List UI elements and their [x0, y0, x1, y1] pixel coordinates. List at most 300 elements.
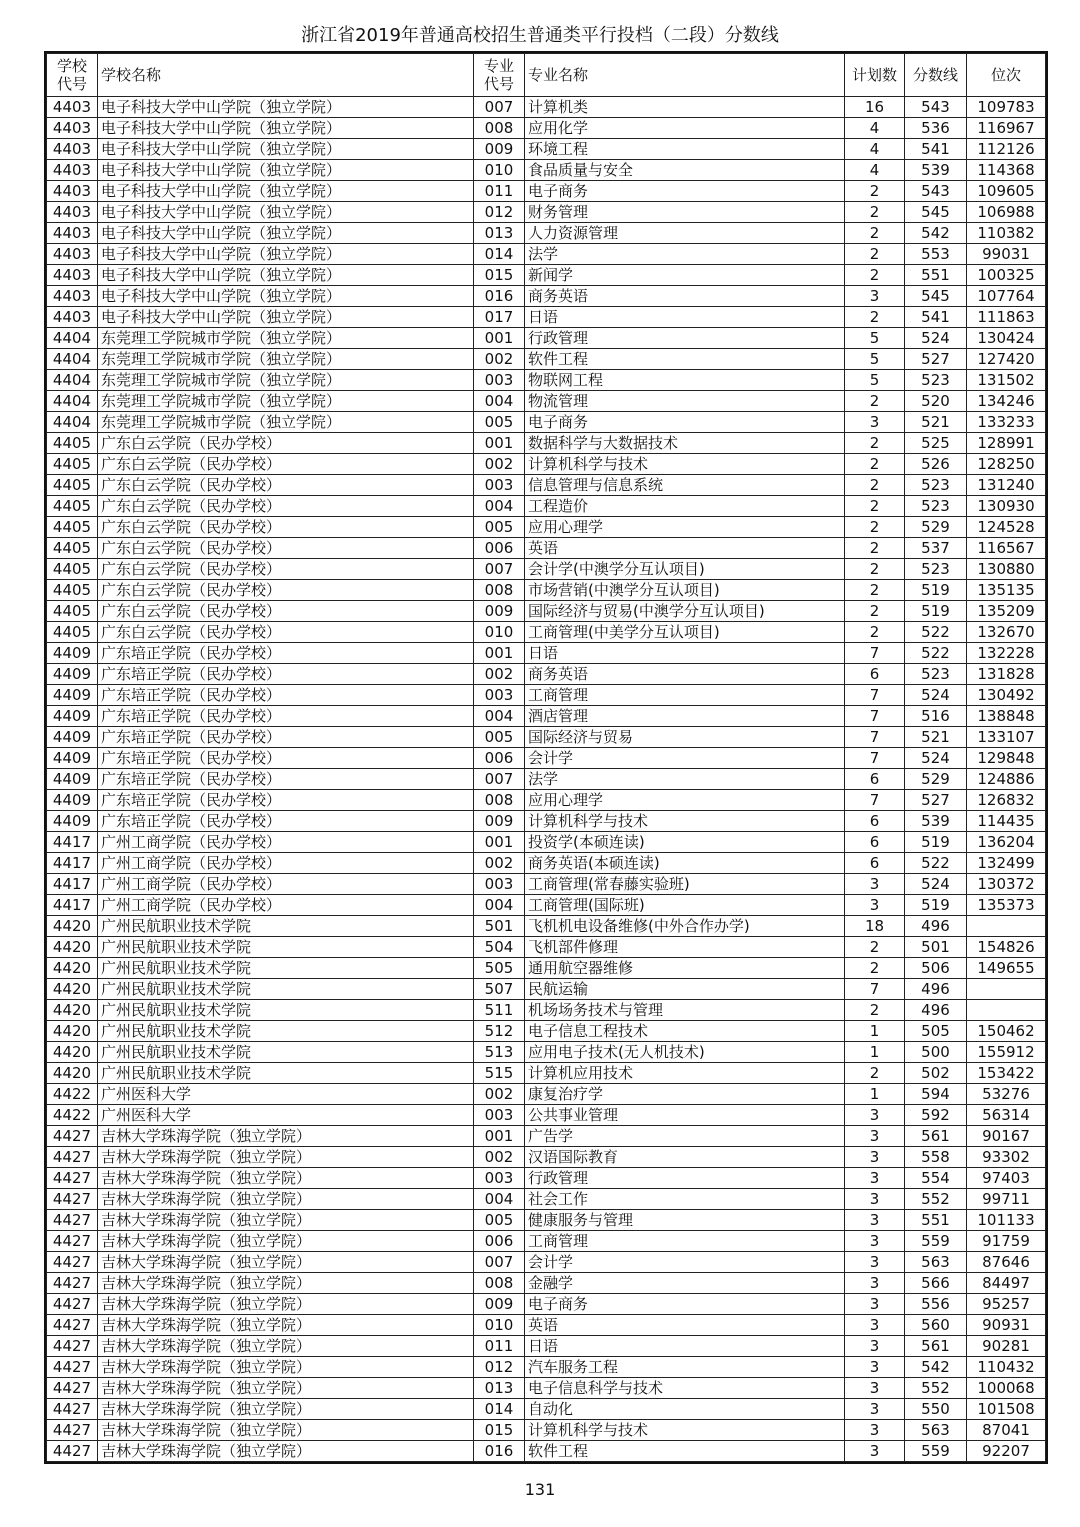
major-name-cell: 社会工作 [525, 1189, 845, 1210]
school-code-cell: 4404 [47, 328, 98, 349]
plan-cell: 2 [845, 223, 905, 244]
school-name-cell: 吉林大学珠海学院（独立学院） [98, 1168, 474, 1189]
plan-cell: 18 [845, 916, 905, 937]
major-name-cell: 日语 [525, 307, 845, 328]
table-row [47, 118, 1046, 139]
school-code-cell: 4405 [47, 454, 98, 475]
major-name-cell: 电子信息工程技术 [525, 1021, 845, 1042]
score-cell: 553 [905, 244, 967, 265]
school-code-cell: 4427 [47, 1294, 98, 1315]
rank-cell: 110382 [967, 223, 1046, 244]
plan-cell: 6 [845, 853, 905, 874]
score-cell: 522 [905, 853, 967, 874]
score-cell: 592 [905, 1105, 967, 1126]
school-name-cell: 广州工商学院（民办学校） [98, 853, 474, 874]
table-row [47, 391, 1046, 412]
school-code-cell: 4403 [47, 118, 98, 139]
major-name-cell: 应用心理学 [525, 517, 845, 538]
major-code-cell: 001 [474, 433, 525, 454]
major-code-cell: 003 [474, 475, 525, 496]
plan-cell: 4 [845, 139, 905, 160]
rank-cell: 109783 [967, 97, 1046, 118]
rank-cell: 153422 [967, 1063, 1046, 1084]
major-name-cell: 公共事业管理 [525, 1105, 845, 1126]
major-name-cell: 环境工程 [525, 139, 845, 160]
rank-cell: 135209 [967, 601, 1046, 622]
plan-cell: 2 [845, 538, 905, 559]
plan-cell: 3 [845, 1210, 905, 1231]
major-code-cell: 008 [474, 118, 525, 139]
school-code-cell: 4409 [47, 643, 98, 664]
major-name-cell: 数据科学与大数据技术 [525, 433, 845, 454]
school-code-cell: 4405 [47, 622, 98, 643]
school-name-cell: 广东白云学院（民办学校） [98, 622, 474, 643]
school-code-cell: 4405 [47, 475, 98, 496]
rank-cell: 131502 [967, 370, 1046, 391]
school-name-cell: 电子科技大学中山学院（独立学院） [98, 139, 474, 160]
major-name-cell: 电子商务 [525, 181, 845, 202]
major-code-cell: 009 [474, 1294, 525, 1315]
rank-cell: 95257 [967, 1294, 1046, 1315]
score-cell: 545 [905, 286, 967, 307]
rank-cell [967, 916, 1046, 937]
school-code-cell: 4409 [47, 727, 98, 748]
major-code-cell: 004 [474, 391, 525, 412]
major-name-cell: 应用心理学 [525, 790, 845, 811]
school-name-cell: 吉林大学珠海学院（独立学院） [98, 1420, 474, 1441]
rank-cell: 138848 [967, 706, 1046, 727]
rank-cell [967, 1000, 1046, 1021]
table-row [47, 1441, 1046, 1462]
table-row [47, 181, 1046, 202]
table-row [47, 790, 1046, 811]
school-name-cell: 广东白云学院（民办学校） [98, 538, 474, 559]
major-name-cell: 计算机科学与技术 [525, 811, 845, 832]
score-cell: 594 [905, 1084, 967, 1105]
school-name-cell: 电子科技大学中山学院（独立学院） [98, 181, 474, 202]
major-name-cell: 酒店管理 [525, 706, 845, 727]
major-code-cell: 515 [474, 1063, 525, 1084]
school-code-cell: 4427 [47, 1336, 98, 1357]
major-name-cell: 会计学 [525, 748, 845, 769]
score-cell: 558 [905, 1147, 967, 1168]
rank-cell: 84497 [967, 1273, 1046, 1294]
score-cell: 524 [905, 328, 967, 349]
school-code-cell: 4403 [47, 181, 98, 202]
major-name-cell: 软件工程 [525, 1441, 845, 1462]
score-cell: 500 [905, 1042, 967, 1063]
table-row [47, 1294, 1046, 1315]
school-code-cell: 4417 [47, 853, 98, 874]
major-code-cell: 001 [474, 643, 525, 664]
school-code-cell: 4403 [47, 286, 98, 307]
major-code-cell: 017 [474, 307, 525, 328]
header-plan: 计划数 [845, 54, 905, 97]
school-name-cell: 吉林大学珠海学院（独立学院） [98, 1378, 474, 1399]
school-name-cell: 广东白云学院（民办学校） [98, 433, 474, 454]
table-body [47, 97, 1046, 1462]
major-code-cell: 004 [474, 1189, 525, 1210]
plan-cell: 3 [845, 1315, 905, 1336]
major-code-cell: 015 [474, 1420, 525, 1441]
rank-cell: 124886 [967, 769, 1046, 790]
plan-cell: 3 [845, 1420, 905, 1441]
score-cell: 537 [905, 538, 967, 559]
major-code-cell: 007 [474, 1252, 525, 1273]
score-cell: 516 [905, 706, 967, 727]
rank-cell: 129848 [967, 748, 1046, 769]
rank-cell [967, 979, 1046, 1000]
school-name-cell: 电子科技大学中山学院（独立学院） [98, 244, 474, 265]
rank-cell: 87646 [967, 1252, 1046, 1273]
school-name-cell: 东莞理工学院城市学院（独立学院） [98, 391, 474, 412]
plan-cell: 2 [845, 202, 905, 223]
plan-cell: 2 [845, 475, 905, 496]
major-code-cell: 505 [474, 958, 525, 979]
plan-cell: 7 [845, 643, 905, 664]
table-row [47, 475, 1046, 496]
table-row [47, 622, 1046, 643]
table-row [47, 643, 1046, 664]
major-code-cell: 004 [474, 496, 525, 517]
major-code-cell: 013 [474, 1378, 525, 1399]
school-code-cell: 4427 [47, 1252, 98, 1273]
rank-cell: 116967 [967, 118, 1046, 139]
score-cell: 523 [905, 496, 967, 517]
major-name-cell: 会计学 [525, 1252, 845, 1273]
major-code-cell: 011 [474, 181, 525, 202]
plan-cell: 1 [845, 1021, 905, 1042]
rank-cell: 100068 [967, 1378, 1046, 1399]
major-name-cell: 英语 [525, 1315, 845, 1336]
plan-cell: 1 [845, 1042, 905, 1063]
rank-cell: 155912 [967, 1042, 1046, 1063]
major-code-cell: 504 [474, 937, 525, 958]
header-major-code: 专业代号 [474, 54, 525, 97]
rank-cell: 99711 [967, 1189, 1046, 1210]
major-name-cell: 工程造价 [525, 496, 845, 517]
table-row [47, 1378, 1046, 1399]
rank-cell: 130424 [967, 328, 1046, 349]
rank-cell: 135135 [967, 580, 1046, 601]
school-code-cell: 4409 [47, 790, 98, 811]
major-code-cell: 010 [474, 1315, 525, 1336]
rank-cell: 149655 [967, 958, 1046, 979]
school-name-cell: 吉林大学珠海学院（独立学院） [98, 1126, 474, 1147]
major-name-cell: 电子商务 [525, 1294, 845, 1315]
table-row [47, 328, 1046, 349]
major-code-cell: 016 [474, 1441, 525, 1462]
school-name-cell: 广东白云学院（民办学校） [98, 475, 474, 496]
major-name-cell: 国际经济与贸易(中澳学分互认项目) [525, 601, 845, 622]
score-cell: 563 [905, 1252, 967, 1273]
plan-cell: 3 [845, 1189, 905, 1210]
major-code-cell: 005 [474, 517, 525, 538]
rank-cell: 134246 [967, 391, 1046, 412]
table-row [47, 727, 1046, 748]
major-name-cell: 软件工程 [525, 349, 845, 370]
major-code-cell: 005 [474, 727, 525, 748]
plan-cell: 2 [845, 601, 905, 622]
school-code-cell: 4403 [47, 265, 98, 286]
rank-cell: 114435 [967, 811, 1046, 832]
major-name-cell: 日语 [525, 643, 845, 664]
school-name-cell: 广东培正学院（民办学校） [98, 769, 474, 790]
school-name-cell: 广东培正学院（民办学校） [98, 643, 474, 664]
school-code-cell: 4403 [47, 244, 98, 265]
rank-cell: 130492 [967, 685, 1046, 706]
rank-cell: 131828 [967, 664, 1046, 685]
school-code-cell: 4404 [47, 370, 98, 391]
plan-cell: 3 [845, 1441, 905, 1462]
school-name-cell: 电子科技大学中山学院（独立学院） [98, 286, 474, 307]
major-name-cell: 汉语国际教育 [525, 1147, 845, 1168]
table-row [47, 1000, 1046, 1021]
school-name-cell: 吉林大学珠海学院（独立学院） [98, 1399, 474, 1420]
table-row [47, 1105, 1046, 1126]
school-code-cell: 4405 [47, 580, 98, 601]
rank-cell: 114368 [967, 160, 1046, 181]
header-school-name: 学校名称 [98, 54, 474, 97]
score-table [46, 53, 1046, 1462]
rank-cell: 90281 [967, 1336, 1046, 1357]
plan-cell: 16 [845, 97, 905, 118]
major-name-cell: 工商管理(国际班) [525, 895, 845, 916]
score-cell: 556 [905, 1294, 967, 1315]
school-name-cell: 吉林大学珠海学院（独立学院） [98, 1189, 474, 1210]
table-row [47, 1210, 1046, 1231]
rank-cell: 92207 [967, 1441, 1046, 1462]
score-cell: 542 [905, 223, 967, 244]
major-name-cell: 市场营销(中澳学分互认项目) [525, 580, 845, 601]
school-code-cell: 4420 [47, 1021, 98, 1042]
major-code-cell: 507 [474, 979, 525, 1000]
plan-cell: 3 [845, 1294, 905, 1315]
school-code-cell: 4420 [47, 958, 98, 979]
school-name-cell: 广州民航职业技术学院 [98, 1021, 474, 1042]
plan-cell: 5 [845, 370, 905, 391]
school-code-cell: 4405 [47, 538, 98, 559]
table-row [47, 1168, 1046, 1189]
score-cell: 559 [905, 1231, 967, 1252]
plan-cell: 3 [845, 874, 905, 895]
plan-cell: 2 [845, 454, 905, 475]
rank-cell: 111863 [967, 307, 1046, 328]
table-row [47, 664, 1046, 685]
major-name-cell: 日语 [525, 1336, 845, 1357]
major-code-cell: 002 [474, 349, 525, 370]
score-cell: 524 [905, 685, 967, 706]
table-row [47, 1147, 1046, 1168]
rank-cell: 100325 [967, 265, 1046, 286]
plan-cell: 3 [845, 1336, 905, 1357]
school-code-cell: 4420 [47, 1042, 98, 1063]
major-name-cell: 健康服务与管理 [525, 1210, 845, 1231]
rank-cell: 112126 [967, 139, 1046, 160]
major-code-cell: 009 [474, 139, 525, 160]
score-cell: 551 [905, 1210, 967, 1231]
plan-cell: 3 [845, 1147, 905, 1168]
school-code-cell: 4403 [47, 160, 98, 181]
table-row [47, 1252, 1046, 1273]
school-code-cell: 4422 [47, 1084, 98, 1105]
major-name-cell: 商务英语 [525, 664, 845, 685]
table-row [47, 1189, 1046, 1210]
plan-cell: 1 [845, 1084, 905, 1105]
school-name-cell: 广东培正学院（民办学校） [98, 811, 474, 832]
header-major-name: 专业名称 [525, 54, 845, 97]
school-code-cell: 4405 [47, 559, 98, 580]
school-code-cell: 4427 [47, 1126, 98, 1147]
major-code-cell: 002 [474, 853, 525, 874]
table-row [47, 769, 1046, 790]
plan-cell: 6 [845, 811, 905, 832]
school-name-cell: 吉林大学珠海学院（独立学院） [98, 1294, 474, 1315]
school-name-cell: 电子科技大学中山学院（独立学院） [98, 118, 474, 139]
score-cell: 543 [905, 181, 967, 202]
major-name-cell: 国际经济与贸易 [525, 727, 845, 748]
score-cell: 520 [905, 391, 967, 412]
score-cell: 559 [905, 1441, 967, 1462]
table-row [47, 874, 1046, 895]
rank-cell: 132670 [967, 622, 1046, 643]
table-row [47, 706, 1046, 727]
school-name-cell: 广州工商学院（民办学校） [98, 874, 474, 895]
major-code-cell: 010 [474, 622, 525, 643]
school-name-cell: 广州工商学院（民办学校） [98, 895, 474, 916]
major-code-cell: 501 [474, 916, 525, 937]
school-name-cell: 东莞理工学院城市学院（独立学院） [98, 412, 474, 433]
school-code-cell: 4417 [47, 874, 98, 895]
major-code-cell: 005 [474, 412, 525, 433]
rank-cell: 110432 [967, 1357, 1046, 1378]
table-row [47, 916, 1046, 937]
plan-cell: 2 [845, 244, 905, 265]
school-code-cell: 4403 [47, 307, 98, 328]
major-name-cell: 工商管理 [525, 1231, 845, 1252]
school-code-cell: 4420 [47, 1000, 98, 1021]
score-cell: 550 [905, 1399, 967, 1420]
major-name-cell: 广告学 [525, 1126, 845, 1147]
table-row [47, 496, 1046, 517]
major-name-cell: 康复治疗学 [525, 1084, 845, 1105]
school-name-cell: 广东白云学院（民办学校） [98, 559, 474, 580]
major-name-cell: 投资学(本硕连读) [525, 832, 845, 853]
plan-cell: 2 [845, 496, 905, 517]
table-row [47, 748, 1046, 769]
score-cell: 522 [905, 622, 967, 643]
school-name-cell: 广州民航职业技术学院 [98, 916, 474, 937]
page-number: 131 [524, 1480, 556, 1499]
school-code-cell: 4422 [47, 1105, 98, 1126]
school-name-cell: 吉林大学珠海学院（独立学院） [98, 1231, 474, 1252]
score-cell: 524 [905, 874, 967, 895]
major-code-cell: 009 [474, 811, 525, 832]
table-row [47, 454, 1046, 475]
plan-cell: 2 [845, 580, 905, 601]
school-code-cell: 4427 [47, 1441, 98, 1462]
school-name-cell: 广东白云学院（民办学校） [98, 580, 474, 601]
plan-cell: 3 [845, 1357, 905, 1378]
major-name-cell: 计算机科学与技术 [525, 1420, 845, 1441]
school-code-cell: 4420 [47, 916, 98, 937]
plan-cell: 3 [845, 1231, 905, 1252]
score-cell: 519 [905, 832, 967, 853]
table-row [47, 853, 1046, 874]
table-row [47, 601, 1046, 622]
major-code-cell: 013 [474, 223, 525, 244]
plan-cell: 6 [845, 664, 905, 685]
rank-cell: 106988 [967, 202, 1046, 223]
rank-cell: 109605 [967, 181, 1046, 202]
score-cell: 523 [905, 664, 967, 685]
score-cell: 523 [905, 370, 967, 391]
score-cell: 522 [905, 643, 967, 664]
table-row [47, 1084, 1046, 1105]
score-cell: 526 [905, 454, 967, 475]
rank-cell: 53276 [967, 1084, 1046, 1105]
school-code-cell: 4409 [47, 769, 98, 790]
score-cell: 496 [905, 979, 967, 1000]
major-name-cell: 飞机机电设备维修(中外合作办学) [525, 916, 845, 937]
table-row [47, 433, 1046, 454]
plan-cell: 3 [845, 1252, 905, 1273]
major-name-cell: 新闻学 [525, 265, 845, 286]
table-row [47, 160, 1046, 181]
score-cell: 545 [905, 202, 967, 223]
school-code-cell: 4403 [47, 97, 98, 118]
table-row [47, 1273, 1046, 1294]
table-row [47, 1420, 1046, 1441]
major-name-cell: 人力资源管理 [525, 223, 845, 244]
score-cell: 519 [905, 580, 967, 601]
table-row [47, 895, 1046, 916]
plan-cell: 7 [845, 748, 905, 769]
major-name-cell: 汽车服务工程 [525, 1357, 845, 1378]
school-name-cell: 广州医科大学 [98, 1084, 474, 1105]
school-name-cell: 吉林大学珠海学院（独立学院） [98, 1357, 474, 1378]
plan-cell: 6 [845, 832, 905, 853]
score-cell: 523 [905, 559, 967, 580]
school-code-cell: 4427 [47, 1273, 98, 1294]
score-cell: 525 [905, 433, 967, 454]
table-row [47, 202, 1046, 223]
plan-cell: 2 [845, 517, 905, 538]
plan-cell: 3 [845, 1399, 905, 1420]
major-code-cell: 511 [474, 1000, 525, 1021]
major-name-cell: 法学 [525, 244, 845, 265]
school-name-cell: 电子科技大学中山学院（独立学院） [98, 223, 474, 244]
school-code-cell: 4420 [47, 937, 98, 958]
rank-cell: 131240 [967, 475, 1046, 496]
school-name-cell: 广东培正学院（民办学校） [98, 664, 474, 685]
major-code-cell: 016 [474, 286, 525, 307]
major-code-cell: 014 [474, 244, 525, 265]
score-cell: 566 [905, 1273, 967, 1294]
school-code-cell: 4405 [47, 601, 98, 622]
plan-cell: 4 [845, 118, 905, 139]
major-name-cell: 金融学 [525, 1273, 845, 1294]
school-name-cell: 广州民航职业技术学院 [98, 937, 474, 958]
plan-cell: 3 [845, 1168, 905, 1189]
school-code-cell: 4427 [47, 1399, 98, 1420]
table-row [47, 958, 1046, 979]
score-cell: 539 [905, 811, 967, 832]
school-code-cell: 4427 [47, 1315, 98, 1336]
major-code-cell: 004 [474, 706, 525, 727]
plan-cell: 2 [845, 1000, 905, 1021]
school-code-cell: 4409 [47, 664, 98, 685]
